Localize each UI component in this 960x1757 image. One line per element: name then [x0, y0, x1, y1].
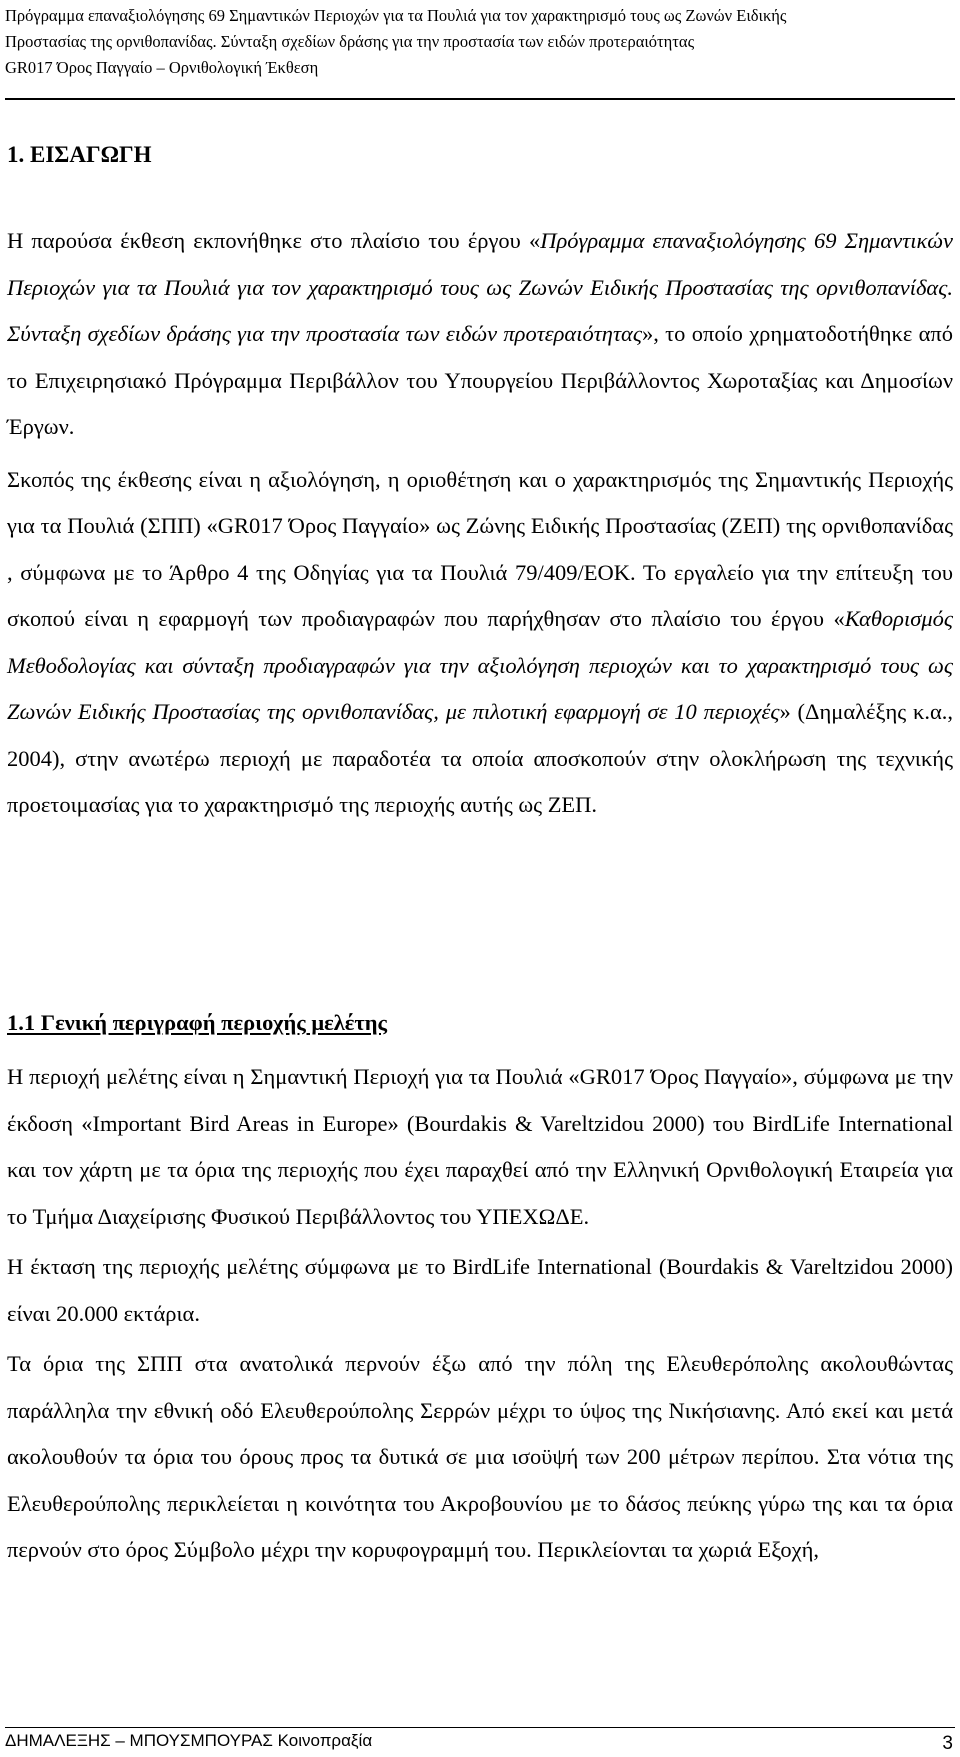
intro-p2-text-a: Σκοπός της έκθεσης είναι η αξιολόγηση, η οριοθέτηση και ο χαρακτηρισμός της Σημαντικής Περιοχής για τα Πουλιά (ΣΠΠ) «GR017 Όρος Παγγαίο» ως Ζώνης Ειδικής Προστασίας (ΖΕΠ) της ορνιθοπανίδας , σύμφωνα με το Άρθρο 4 της Οδηγίας για τα Πουλιά 79/409/ΕΟΚ. Το εργαλείο για την επίτευξη του σκοπού είναι η εφαρμογή των προδιαγραφών που παρήχθησαν στο πλαίσιο του έργου « [7, 466, 953, 631]
header-line-2: Προστασίας της ορνιθοπανίδας. Σύνταξη σχεδίων δράσης για την προστασία των ειδών προτεραιότητας [5, 32, 695, 51]
intro-p1-project-title: Πρόγραμμα επαναξιολόγησης 69 Σημαντικών Περιοχών για τα Πουλιά για τον χαρακτηρισμό τους ως Ζωνών Ειδικής Προστασίας της ορνιθοπανίδας. Σύνταξη σχεδίων δράσης για την προστασία των ειδών προτεραιότητας [7, 228, 953, 346]
intro-p2-text-c: » (Δημαλέξης κ.α., 2004), στην ανωτέρω περιοχή με παραδοτέα τα οποία αποσκοπούν στην ολοκλήρωση της τεχνικής προετοιμασίας για το χαρακτηρισμό της περιοχής αυτής ως ΖΕΠ. [7, 699, 953, 817]
header-line-3: GR017 Όρος Παγγαίο – Ορνιθολογική Έκθεση [5, 58, 319, 77]
footer-text: ΔΗΜΑΛΕΞΗΣ – ΜΠΟΥΣΜΠΟΥΡΑΣ Κοινοπραξία [5, 1731, 373, 1750]
study-area-body [7, 1054, 953, 1574]
intro-paragraph-2 [7, 457, 953, 829]
header-line-1: Πρόγραμμα επαναξιολόγησης 69 Σημαντικών Περιοχών για τα Πουλιά για τον χαρακτηρισμό τους ως Ζωνών Ειδικής [5, 6, 787, 25]
intro-p2-project-title: Καθορισμός Μεθοδολογίας και σύνταξη προδιαγραφών για την αξιολόγηση περιοχών και το χαρακτηρισμό τους ως Ζωνών Ειδικής Προστασίας της ορνιθοπανίδας, με πιλοτική εφαρμογή σε 10 περιοχές [7, 606, 953, 724]
running-header [5, 3, 957, 81]
intro-p1-text-c: », το οποίο χρηματοδοτήθηκε από το Επιχειρησιακό Πρόγραμμα Περιβάλλον του Υπουργείου Περιβάλλοντος Χωροταξίας και Δημοσίων Έργων. [7, 321, 954, 439]
header-divider [5, 98, 955, 100]
study-area-paragraph-2: Η έκταση της περιοχής μελέτης σύμφωνα με το BirdLife International (Bourdakis & Vareltzidou 2000) είναι 20.000 εκτάρια. [7, 1254, 953, 1326]
page-number: 3 [942, 1733, 953, 1754]
section-title: 1. ΕΙΣΑΓΩΓΗ [7, 142, 152, 167]
subsection-title: 1.1 Γενική περιγραφή περιοχής μελέτης [7, 1010, 388, 1035]
intro-paragraph-1 [7, 218, 953, 451]
footer-divider [5, 1727, 955, 1728]
intro-p1-text-a: Η παρούσα έκθεση εκπονήθηκε στο πλαίσιο του έργου « [7, 228, 541, 253]
study-area-paragraph-3: Τα όρια της ΣΠΠ στα ανατολικά περνούν έξω από την πόλη της Ελευθερόπολης ακολουθώντας παράλληλα την εθνική οδό Ελευθερούπολης Σερρών μέχρι το ύψος της Νικήσιανης. Από εκεί και μετά ακολουθούν τα όρια του όρους προς τα δυτικά σε μια ισοϋψή των 200 μέτρων περίπου. Στα νότια της Ελευθερούπολης περικλείεται η κοινότητα του Ακροβουνίου με το δάσος πεύκης γύρω της και τα όρια περνούν στο όρος Σύμβολο μέχρι την κορυφογραμμή του. Περικλείονται τα χωριά Εξοχή, [7, 1351, 953, 1562]
intro-body [7, 218, 953, 829]
study-area-paragraph-1: Η περιοχή μελέτης είναι η Σημαντική Περιοχή για τα Πουλιά «GR017 Όρος Παγγαίο», σύμφωνα με την έκδοση «Important Bird Areas in Europe» (Bourdakis & Vareltzidou 2000) του BirdLife International και τον χάρτη με τα όρια της περιοχής που έχει παραχθεί από την Ελληνική Ορνιθολογική Εταιρεία για το Τμήμα Διαχείρισης Φυσικού Περιβάλλοντος του ΥΠΕΧΩΔΕ. [7, 1064, 953, 1229]
